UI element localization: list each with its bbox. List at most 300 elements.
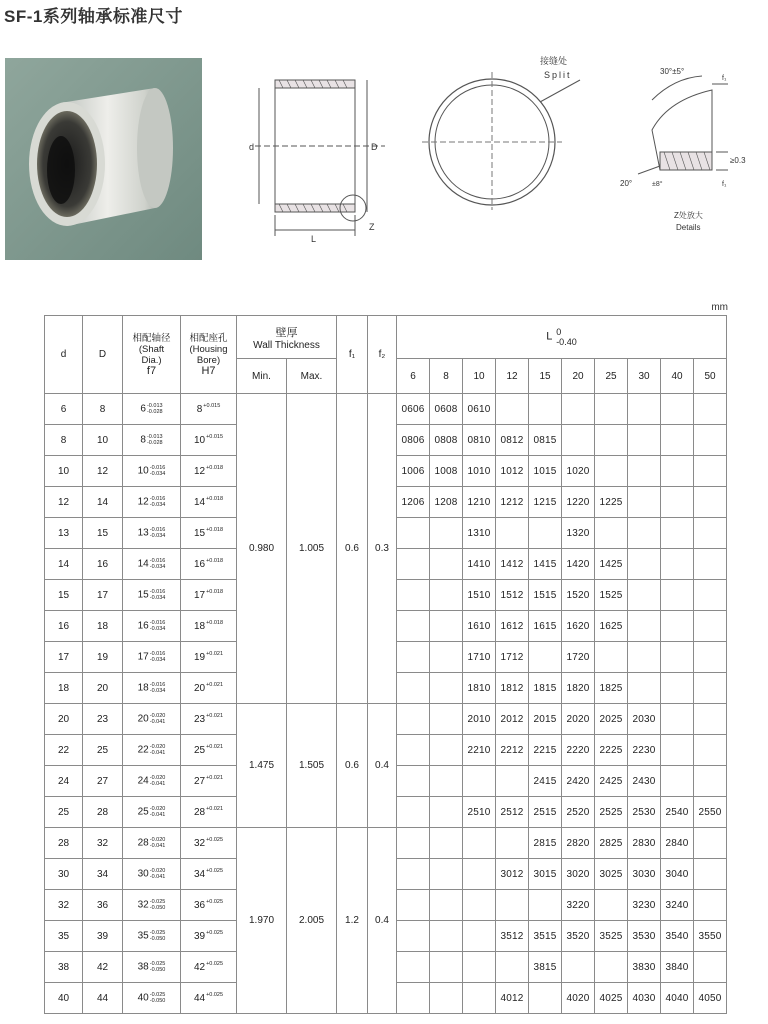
- shaft-tol-upper: -0.020: [149, 806, 166, 812]
- shaft-tolerance: [150, 589, 166, 601]
- cell-part-code: [397, 921, 430, 952]
- cell-part-code: 2525: [595, 797, 628, 828]
- cell-part-code: [595, 952, 628, 983]
- cell-housing: [181, 456, 237, 487]
- shaft-tol-upper: -0.020: [149, 837, 166, 843]
- housing-tolerance: +0.025: [206, 961, 224, 967]
- cell-part-code: 1620: [562, 611, 595, 642]
- cell-shaft: [123, 642, 181, 673]
- header-housing: 相配座孔 (Housing Bore) H7: [181, 316, 237, 394]
- cell-part-code: [397, 952, 430, 983]
- shaft-tol-lower: -0.041: [149, 750, 166, 756]
- shaft-value: 8: [140, 434, 146, 446]
- cell-d: 40: [45, 983, 83, 1014]
- cell-part-code: 3012: [496, 859, 529, 890]
- cell-part-code: [595, 456, 628, 487]
- detail-z-drawing: [612, 60, 752, 240]
- shaft-value: 17: [137, 651, 149, 663]
- cell-part-code: 4050: [694, 983, 727, 1014]
- cell-D: 8: [83, 394, 123, 425]
- cell-f1: 1.2: [337, 828, 368, 1014]
- cell-part-code: [496, 518, 529, 549]
- shaft-value: 32: [137, 899, 149, 911]
- cell-part-code: [694, 952, 727, 983]
- shaft-value: 18: [137, 682, 149, 694]
- cell-D: 27: [83, 766, 123, 797]
- shaft-tolerance: [150, 837, 166, 849]
- cell-part-code: [595, 394, 628, 425]
- cell-d: 24: [45, 766, 83, 797]
- shaft-tolerance: [150, 868, 166, 880]
- cell-part-code: [694, 549, 727, 580]
- cell-part-code: [463, 828, 496, 859]
- cell-part-code: 2020: [562, 704, 595, 735]
- header-length-value: 25: [595, 359, 628, 394]
- cell-part-code: 3515: [529, 921, 562, 952]
- cell-part-code: [463, 921, 496, 952]
- cell-part-code: 1815: [529, 673, 562, 704]
- cell-part-code: [562, 425, 595, 456]
- cell-D: 17: [83, 580, 123, 611]
- housing-value: 23: [193, 714, 206, 725]
- housing-value: 18: [193, 621, 206, 632]
- cell-part-code: [430, 859, 463, 890]
- cell-housing: [181, 518, 237, 549]
- cell-D: 34: [83, 859, 123, 890]
- cell-part-code: [595, 642, 628, 673]
- housing-value: 10: [193, 435, 206, 446]
- cell-part-code: [430, 890, 463, 921]
- shaft-tolerance: [150, 806, 166, 818]
- shaft-tolerance: [150, 899, 166, 911]
- shaft-tol-upper: -0.016: [149, 620, 166, 626]
- cell-f1: 0.6: [337, 394, 368, 704]
- cell-shaft: [123, 611, 181, 642]
- shaft-tolerance: [150, 961, 166, 973]
- housing-tolerance: +0.025: [206, 930, 224, 936]
- cell-shaft: [123, 487, 181, 518]
- cell-part-code: [397, 890, 430, 921]
- cell-part-code: 4025: [595, 983, 628, 1014]
- cell-f2: 0.4: [368, 828, 397, 1014]
- cell-part-code: 1820: [562, 673, 595, 704]
- cell-shaft: [123, 952, 181, 983]
- split-drawing: [420, 50, 600, 210]
- cell-part-code: 2820: [562, 828, 595, 859]
- housing-value: 19: [193, 652, 206, 663]
- shaft-tol-upper: -0.020: [149, 713, 166, 719]
- cell-part-code: 0608: [430, 394, 463, 425]
- housing-value: 25: [193, 745, 206, 756]
- cell-D: 32: [83, 828, 123, 859]
- cell-shaft: [123, 425, 181, 456]
- cell-housing: [181, 921, 237, 952]
- shaft-tolerance: [150, 527, 166, 539]
- cell-part-code: [628, 394, 661, 425]
- cell-part-code: [628, 518, 661, 549]
- shaft-tol-lower: -0.041: [149, 843, 166, 849]
- cell-part-code: [430, 704, 463, 735]
- housing-value: 17: [193, 590, 206, 601]
- shaft-tolerance: [150, 465, 166, 477]
- shaft-tol-upper: -0.013: [146, 403, 163, 409]
- cell-part-code: [463, 890, 496, 921]
- shaft-tol-lower: -0.041: [149, 874, 166, 880]
- cell-shaft: [123, 394, 181, 425]
- cell-part-code: 1510: [463, 580, 496, 611]
- cell-part-code: 1710: [463, 642, 496, 673]
- shaft-tol-lower: -0.034: [149, 657, 166, 663]
- shaft-tolerance: [150, 558, 166, 570]
- cell-part-code: [694, 673, 727, 704]
- cell-part-code: [463, 766, 496, 797]
- cell-part-code: 1210: [463, 487, 496, 518]
- housing-tolerance: +0.021: [206, 682, 224, 688]
- header-min: Min.: [237, 359, 287, 394]
- f1-bottom-label: f₁: [722, 181, 727, 188]
- cell-part-code: 1215: [529, 487, 562, 518]
- housing-tolerance: +0.021: [206, 713, 224, 719]
- cell-part-code: [661, 549, 694, 580]
- shaft-value: 10: [137, 465, 149, 477]
- cell-part-code: 2520: [562, 797, 595, 828]
- cell-housing: [181, 394, 237, 425]
- housing-tolerance: +0.025: [206, 868, 224, 874]
- cell-part-code: 4030: [628, 983, 661, 1014]
- housing-tolerance: +0.015: [203, 403, 221, 409]
- shaft-value: 30: [137, 868, 149, 880]
- header-length-value: 8: [430, 359, 463, 394]
- zone-z-label: Z: [369, 222, 375, 232]
- cell-d: 8: [45, 425, 83, 456]
- cell-shaft: [123, 890, 181, 921]
- cell-part-code: [397, 983, 430, 1014]
- header-wall-thickness: 壁厚 Wall Thickness: [237, 316, 337, 359]
- cell-d: 12: [45, 487, 83, 518]
- cell-part-code: 1225: [595, 487, 628, 518]
- table-row: [45, 394, 727, 425]
- cell-part-code: 1425: [595, 549, 628, 580]
- cell-part-code: 1415: [529, 549, 562, 580]
- cell-part-code: [430, 983, 463, 1014]
- cell-max: 1.505: [287, 704, 337, 828]
- shaft-tol-lower: -0.034: [149, 595, 166, 601]
- housing-tolerance: +0.018: [206, 589, 224, 595]
- shaft-tol-upper: -0.025: [149, 961, 166, 967]
- cell-part-code: 1420: [562, 549, 595, 580]
- cell-part-code: 0812: [496, 425, 529, 456]
- cell-part-code: 2840: [661, 828, 694, 859]
- f1-top-label: f₁: [722, 75, 727, 82]
- cell-part-code: 1008: [430, 456, 463, 487]
- cell-D: 44: [83, 983, 123, 1014]
- cell-part-code: [397, 735, 430, 766]
- header-length-value: 20: [562, 359, 595, 394]
- shaft-tol-lower: -0.028: [146, 440, 163, 446]
- cell-part-code: [463, 859, 496, 890]
- housing-tolerance: +0.018: [206, 496, 224, 502]
- cell-shaft: [123, 549, 181, 580]
- shaft-value: 35: [137, 930, 149, 942]
- cell-f2: 0.3: [368, 394, 397, 704]
- shaft-tol-upper: -0.025: [149, 899, 166, 905]
- cell-part-code: [628, 456, 661, 487]
- cell-shaft: [123, 735, 181, 766]
- shaft-tolerance: [150, 496, 166, 508]
- cell-d: 18: [45, 673, 83, 704]
- cell-part-code: 2530: [628, 797, 661, 828]
- shaft-value: 38: [137, 961, 149, 973]
- cell-d: 35: [45, 921, 83, 952]
- cell-part-code: 3015: [529, 859, 562, 890]
- cell-d: 16: [45, 611, 83, 642]
- shaft-tol-upper: -0.016: [149, 465, 166, 471]
- housing-tolerance: +0.018: [206, 527, 224, 533]
- header-length: L 0 -0.40: [397, 316, 727, 359]
- shaft-tol-upper: -0.016: [149, 527, 166, 533]
- cell-part-code: 3230: [628, 890, 661, 921]
- cell-part-code: 3020: [562, 859, 595, 890]
- cell-part-code: [430, 611, 463, 642]
- cell-part-code: [529, 642, 562, 673]
- shaft-value: 40: [137, 992, 149, 1004]
- section-drawing: [245, 50, 395, 250]
- angle-bottom-label: 20°: [620, 179, 633, 188]
- header-length-value: 30: [628, 359, 661, 394]
- cell-part-code: 2225: [595, 735, 628, 766]
- cell-housing: [181, 766, 237, 797]
- shaft-tolerance: [150, 620, 166, 632]
- details-en-label: Details: [676, 223, 701, 232]
- header-length-value: 50: [694, 359, 727, 394]
- shaft-tol-lower: -0.041: [149, 719, 166, 725]
- housing-tolerance: +0.025: [206, 992, 224, 998]
- cell-part-code: 1206: [397, 487, 430, 518]
- cell-part-code: 2415: [529, 766, 562, 797]
- cell-shaft: [123, 828, 181, 859]
- cell-part-code: 3512: [496, 921, 529, 952]
- cell-max: 1.005: [287, 394, 337, 704]
- cell-part-code: [397, 766, 430, 797]
- cell-D: 36: [83, 890, 123, 921]
- cell-min: 0.980: [237, 394, 287, 704]
- cell-part-code: [694, 611, 727, 642]
- cell-part-code: [529, 890, 562, 921]
- size-table: [44, 315, 727, 1014]
- cell-f1: 0.6: [337, 704, 368, 828]
- shaft-tol-upper: -0.020: [149, 744, 166, 750]
- cell-part-code: [595, 518, 628, 549]
- page-title: SF-1系列轴承标准尺寸: [4, 7, 183, 26]
- shaft-tol-lower: -0.050: [149, 905, 166, 911]
- header-length-value: 12: [496, 359, 529, 394]
- dim-d-label: d: [249, 142, 255, 152]
- cell-part-code: 3550: [694, 921, 727, 952]
- cell-housing: [181, 828, 237, 859]
- cell-part-code: [694, 890, 727, 921]
- cell-part-code: [562, 952, 595, 983]
- cell-part-code: [595, 890, 628, 921]
- cell-shaft: [123, 921, 181, 952]
- unit-label: mm: [711, 302, 728, 313]
- cell-part-code: [661, 673, 694, 704]
- shaft-value: 13: [137, 527, 149, 539]
- cell-part-code: [397, 549, 430, 580]
- cell-d: 38: [45, 952, 83, 983]
- dim-D-label: D: [371, 142, 378, 152]
- dim-L-label: L: [311, 234, 317, 244]
- cell-part-code: [397, 828, 430, 859]
- cell-d: 20: [45, 704, 83, 735]
- header-length-value: 15: [529, 359, 562, 394]
- shaft-tol-lower: -0.034: [149, 502, 166, 508]
- cell-part-code: [694, 580, 727, 611]
- cell-part-code: 3840: [661, 952, 694, 983]
- cell-part-code: [430, 549, 463, 580]
- cell-d: 10: [45, 456, 83, 487]
- cell-housing: [181, 859, 237, 890]
- cell-part-code: [430, 642, 463, 673]
- cell-part-code: 2430: [628, 766, 661, 797]
- header-D: D: [83, 316, 123, 394]
- table-body: [45, 394, 727, 1014]
- cell-part-code: [463, 952, 496, 983]
- shaft-tol-upper: -0.025: [149, 992, 166, 998]
- shaft-tol-upper: -0.020: [149, 868, 166, 874]
- cell-part-code: 2210: [463, 735, 496, 766]
- shaft-tol-lower: -0.034: [149, 533, 166, 539]
- cell-part-code: 0806: [397, 425, 430, 456]
- cell-part-code: 2420: [562, 766, 595, 797]
- cell-part-code: 1625: [595, 611, 628, 642]
- cell-part-code: [397, 611, 430, 642]
- cell-part-code: 0808: [430, 425, 463, 456]
- cell-part-code: 3220: [562, 890, 595, 921]
- housing-value: 34: [193, 869, 206, 880]
- cell-part-code: [628, 673, 661, 704]
- shaft-tolerance: [150, 713, 166, 725]
- cell-part-code: [628, 580, 661, 611]
- cell-part-code: 4040: [661, 983, 694, 1014]
- cell-max: 2.005: [287, 828, 337, 1014]
- shaft-value: 6: [140, 403, 146, 415]
- shaft-value: 15: [137, 589, 149, 601]
- cell-part-code: 1212: [496, 487, 529, 518]
- shaft-tolerance: [150, 744, 166, 756]
- header-f2: f₂: [368, 316, 397, 394]
- cell-part-code: [496, 952, 529, 983]
- cell-part-code: 2425: [595, 766, 628, 797]
- shaft-tol-lower: -0.028: [146, 409, 163, 415]
- header-shaft: 相配轴径 (Shaft Dia.) f7: [123, 316, 181, 394]
- cell-part-code: [430, 766, 463, 797]
- cell-part-code: 1812: [496, 673, 529, 704]
- cell-part-code: 1015: [529, 456, 562, 487]
- cell-part-code: 2220: [562, 735, 595, 766]
- cell-shaft: [123, 456, 181, 487]
- shaft-tol-lower: -0.050: [149, 936, 166, 942]
- cell-shaft: [123, 797, 181, 828]
- housing-value: 32: [193, 838, 206, 849]
- cell-d: 17: [45, 642, 83, 673]
- angle-top-label: 30°±5°: [660, 67, 685, 76]
- cell-part-code: [661, 456, 694, 487]
- shaft-tolerance: [150, 992, 166, 1004]
- shaft-value: 12: [137, 496, 149, 508]
- housing-value: 28: [193, 807, 206, 818]
- housing-value: 44: [193, 993, 206, 1004]
- cell-shaft: [123, 673, 181, 704]
- shaft-tolerance: [150, 930, 166, 942]
- cell-part-code: [496, 828, 529, 859]
- cell-part-code: [430, 580, 463, 611]
- shaft-tol-upper: -0.016: [149, 589, 166, 595]
- cell-part-code: [529, 394, 562, 425]
- cell-part-code: 0810: [463, 425, 496, 456]
- cell-D: 12: [83, 456, 123, 487]
- cell-part-code: [397, 859, 430, 890]
- cell-part-code: [628, 549, 661, 580]
- cell-part-code: 2010: [463, 704, 496, 735]
- cell-shaft: [123, 983, 181, 1014]
- cell-part-code: [661, 735, 694, 766]
- housing-value: 39: [193, 931, 206, 942]
- cell-part-code: [694, 704, 727, 735]
- cell-part-code: 1310: [463, 518, 496, 549]
- cell-part-code: [628, 611, 661, 642]
- shaft-value: 20: [137, 713, 149, 725]
- shaft-value: 22: [137, 744, 149, 756]
- cell-part-code: [430, 735, 463, 766]
- housing-value: 27: [193, 776, 206, 787]
- cell-part-code: 2815: [529, 828, 562, 859]
- cell-part-code: 3520: [562, 921, 595, 952]
- cell-housing: [181, 425, 237, 456]
- cell-part-code: [529, 518, 562, 549]
- cell-part-code: 2540: [661, 797, 694, 828]
- cell-part-code: [694, 859, 727, 890]
- cell-part-code: 2215: [529, 735, 562, 766]
- cell-part-code: [661, 425, 694, 456]
- housing-tolerance: +0.018: [206, 620, 224, 626]
- cell-part-code: 2025: [595, 704, 628, 735]
- housing-tolerance: +0.021: [206, 775, 224, 781]
- cell-part-code: [694, 425, 727, 456]
- shaft-value: 16: [137, 620, 149, 632]
- cell-part-code: 2030: [628, 704, 661, 735]
- cell-housing: [181, 704, 237, 735]
- housing-value: 20: [193, 683, 206, 694]
- cell-part-code: 1220: [562, 487, 595, 518]
- cell-part-code: 1525: [595, 580, 628, 611]
- cell-part-code: 1208: [430, 487, 463, 518]
- cell-D: 25: [83, 735, 123, 766]
- cell-part-code: 2550: [694, 797, 727, 828]
- shaft-tol-upper: -0.016: [149, 558, 166, 564]
- cell-d: 22: [45, 735, 83, 766]
- cell-D: 10: [83, 425, 123, 456]
- cell-D: 18: [83, 611, 123, 642]
- cell-part-code: 1010: [463, 456, 496, 487]
- cell-part-code: [496, 890, 529, 921]
- cell-d: 6: [45, 394, 83, 425]
- cell-part-code: 3530: [628, 921, 661, 952]
- cell-d: 25: [45, 797, 83, 828]
- cell-part-code: [661, 642, 694, 673]
- shaft-value: 14: [137, 558, 149, 570]
- cell-part-code: 1515: [529, 580, 562, 611]
- cell-part-code: [397, 673, 430, 704]
